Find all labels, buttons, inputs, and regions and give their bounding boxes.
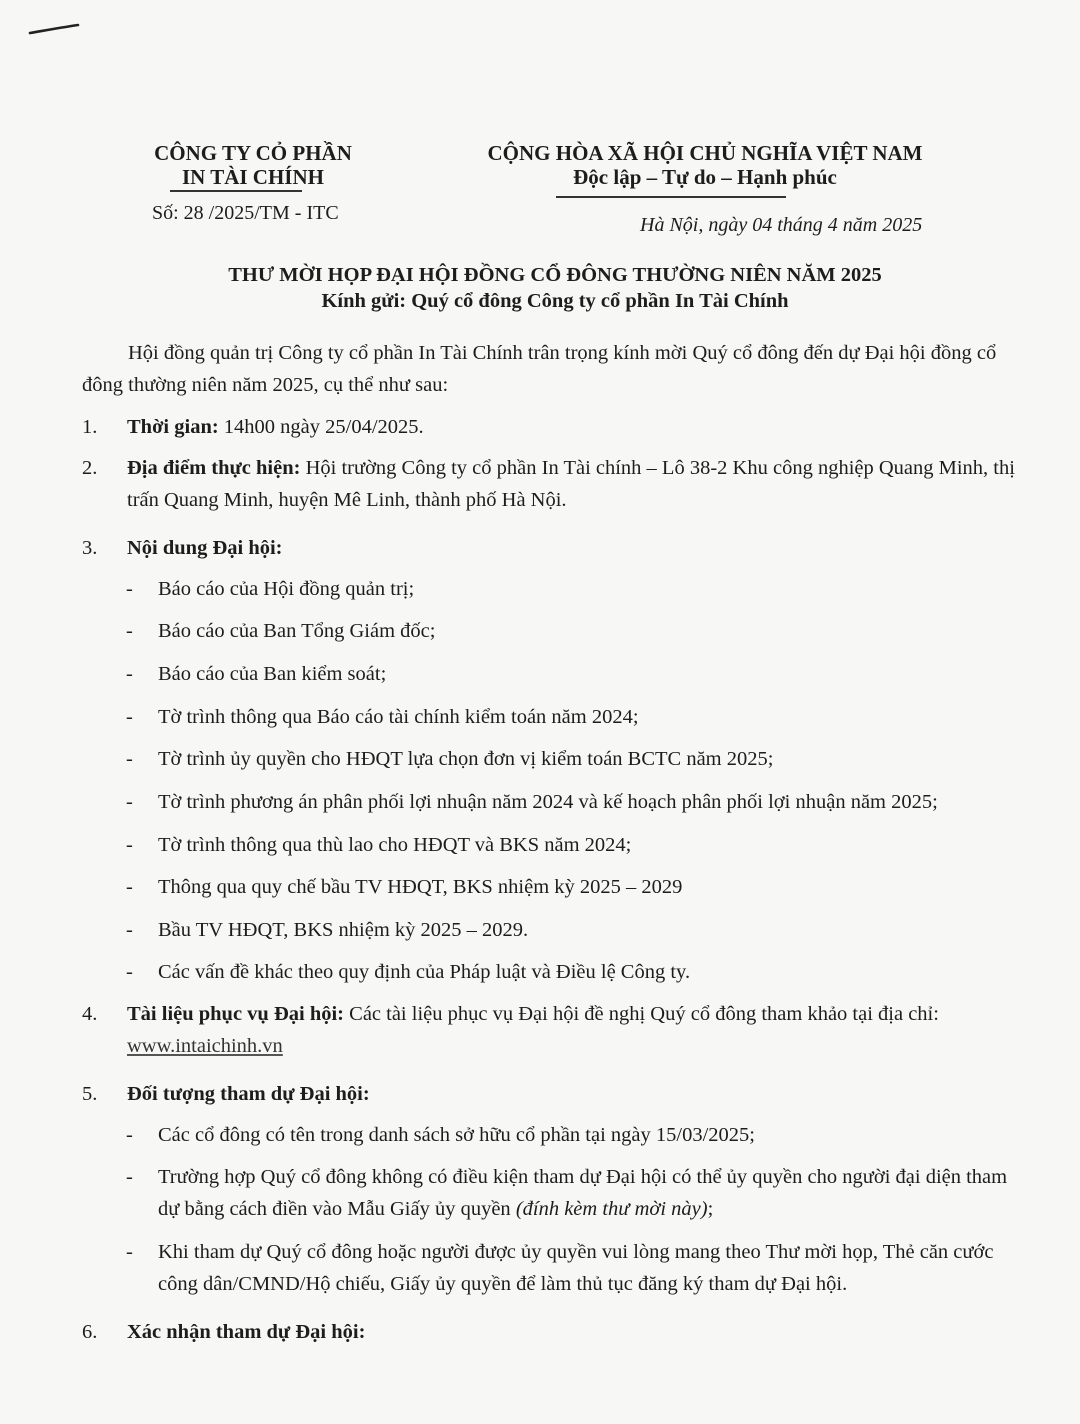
item-agenda bbox=[82, 532, 1017, 564]
bullet-text: Thông qua quy chế bầu TV HĐQT, BKS nhiệm kỳ 2025 – 2029 bbox=[158, 876, 683, 898]
bullet-dash: - bbox=[126, 791, 133, 813]
national-heading-block bbox=[440, 141, 970, 189]
item-label: Nội dung Đại hội: bbox=[127, 537, 283, 559]
attendee-bullet bbox=[126, 1236, 1016, 1300]
bullet-dash: - bbox=[126, 748, 133, 770]
bullet-dash: - bbox=[126, 1241, 133, 1263]
national-motto: Độc lập – Tự do – Hạnh phúc bbox=[573, 165, 837, 189]
agenda-bullet bbox=[126, 871, 1016, 903]
bullet-dash: - bbox=[126, 1124, 133, 1146]
bullet-text: Báo cáo của Hội đồng quản trị; bbox=[158, 578, 415, 600]
agenda-bullet bbox=[126, 956, 1016, 988]
place-date: Hà Nội, ngày 04 tháng 4 năm 2025 bbox=[640, 214, 923, 236]
attendee-bullet bbox=[126, 1119, 1016, 1151]
item-label: Địa điểm thực hiện: bbox=[127, 457, 301, 479]
agenda-bullet bbox=[126, 914, 1016, 946]
company-name-line1: CÔNG TY CỎ PHẦN bbox=[154, 141, 352, 165]
letter-title-block bbox=[100, 262, 1010, 314]
bullet-text: Các vấn đề khác theo quy định của Pháp luật và Điều lệ Công ty. bbox=[158, 961, 691, 983]
bullet-dash: - bbox=[126, 663, 133, 685]
bullet-text: Trường hợp Quý cổ đông không có điều kiện tham dự Đại hội có thể ủy quyền cho người đại diện tham dự bằng cách điền vào Mẫu Giấy ủy quyền bbox=[158, 1166, 1008, 1220]
bullet-text: Khi tham dự Quý cổ đông hoặc người được ủy quyền vui lòng mang theo Thư mời họp, Thẻ căn cước công dân/CMND/Hộ chiếu, Giấy ủy quyền để làm thủ tục đăng ký tham dự Đại hội. bbox=[158, 1241, 994, 1295]
item-number: 3. bbox=[82, 537, 98, 559]
item-number: 6. bbox=[82, 1321, 98, 1343]
company-name-line2: IN TÀI CHÍNH bbox=[182, 165, 324, 189]
company-name-block bbox=[128, 141, 378, 189]
item-text: Hội trường Công ty cổ phần In Tài chính – Lô 38-2 Khu công nghiệp Quang Minh, thị trấn Quang Minh, huyện Mê Linh, thành phố Hà Nội. bbox=[127, 457, 1015, 511]
intro-paragraph: Hội đồng quản trị Công ty cổ phần In Tài Chính trân trọng kính mời Quý cổ đông đến dự Đại hội đồng cổ đông thường niên năm 2025, cụ thể như sau: bbox=[82, 342, 997, 396]
bullet-italic-note: (đính kèm thư mời này) bbox=[515, 1198, 708, 1220]
motto-underline bbox=[556, 196, 786, 198]
pen-mark-icon bbox=[28, 22, 80, 36]
national-title: CỘNG HÒA XÃ HỘI CHỦ NGHĨA VIỆT NAM bbox=[487, 141, 923, 165]
bullet-dash: - bbox=[126, 834, 133, 856]
bullet-text: Tờ trình thông qua Báo cáo tài chính kiểm toán năm 2024; bbox=[158, 706, 639, 728]
item-text: Các tài liệu phục vụ Đại hội đề nghị Quý cổ đông tham khảo tại địa chỉ: bbox=[344, 1003, 939, 1025]
item-venue bbox=[82, 452, 1017, 516]
bullet-dash: - bbox=[126, 578, 133, 600]
letter-title: THƯ MỜI HỌP ĐẠI HỘI ĐỒNG CỔ ĐÔNG THƯỜNG NIÊN NĂM 2025 bbox=[228, 264, 882, 286]
bullet-text: Các cổ đông có tên trong danh sách sở hữu cổ phần tại ngày 15/03/2025; bbox=[158, 1124, 755, 1146]
website-link[interactable]: www.intaichinh.vn bbox=[127, 1035, 283, 1057]
bullet-dash: - bbox=[126, 1166, 133, 1188]
bullet-dash: - bbox=[126, 706, 133, 728]
bullet-text: Tờ trình ủy quyền cho HĐQT lựa chọn đơn vị kiểm toán BCTC năm 2025; bbox=[158, 748, 774, 770]
bullet-dash: - bbox=[126, 919, 133, 941]
bullet-text: Báo cáo của Ban Tổng Giám đốc; bbox=[158, 620, 436, 642]
item-number: 1. bbox=[82, 416, 98, 438]
bullet-text: Báo cáo của Ban kiểm soát; bbox=[158, 663, 387, 685]
item-label: Tài liệu phục vụ Đại hội: bbox=[127, 1003, 345, 1025]
bullet-text: Tờ trình thông qua thù lao cho HĐQT và BKS năm 2024; bbox=[158, 834, 632, 856]
item-text: 14h00 ngày 25/04/2025. bbox=[218, 416, 424, 438]
item-number: 5. bbox=[82, 1083, 98, 1105]
bullet-text: Tờ trình phương án phân phối lợi nhuận năm 2024 và kế hoạch phân phối lợi nhuận năm 2025; bbox=[158, 791, 938, 813]
bullet-tail: ; bbox=[707, 1198, 714, 1220]
agenda-bullet bbox=[126, 786, 1026, 818]
agenda-bullet bbox=[126, 658, 1016, 690]
agenda-bullet bbox=[126, 829, 1016, 861]
bullet-dash: - bbox=[126, 876, 133, 898]
item-documents bbox=[82, 998, 1017, 1062]
item-time bbox=[82, 411, 1017, 443]
item-number: 2. bbox=[82, 457, 98, 479]
agenda-bullet bbox=[126, 743, 1016, 775]
bullet-dash: - bbox=[126, 961, 133, 983]
item-label: Đối tượng tham dự Đại hội: bbox=[127, 1083, 370, 1105]
item-number: 4. bbox=[82, 1003, 98, 1025]
company-underline bbox=[170, 190, 302, 192]
item-label: Thời gian: bbox=[127, 416, 219, 438]
agenda-bullet bbox=[126, 701, 1016, 733]
document-number: Số: 28 /2025/TM - ITC bbox=[152, 202, 339, 224]
attendee-bullet bbox=[126, 1161, 1016, 1225]
item-attendees bbox=[82, 1078, 1017, 1110]
agenda-bullet bbox=[126, 615, 1016, 647]
bullet-text: Bầu TV HĐQT, BKS nhiệm kỳ 2025 – 2029. bbox=[158, 919, 529, 941]
item-confirmation bbox=[82, 1316, 1017, 1348]
item-label: Xác nhận tham dự Đại hội: bbox=[127, 1321, 366, 1343]
agenda-bullet bbox=[126, 573, 1016, 605]
salutation: Kính gửi: Quý cổ đông Công ty cổ phần In Tài Chính bbox=[321, 290, 789, 312]
bullet-dash: - bbox=[126, 620, 133, 642]
